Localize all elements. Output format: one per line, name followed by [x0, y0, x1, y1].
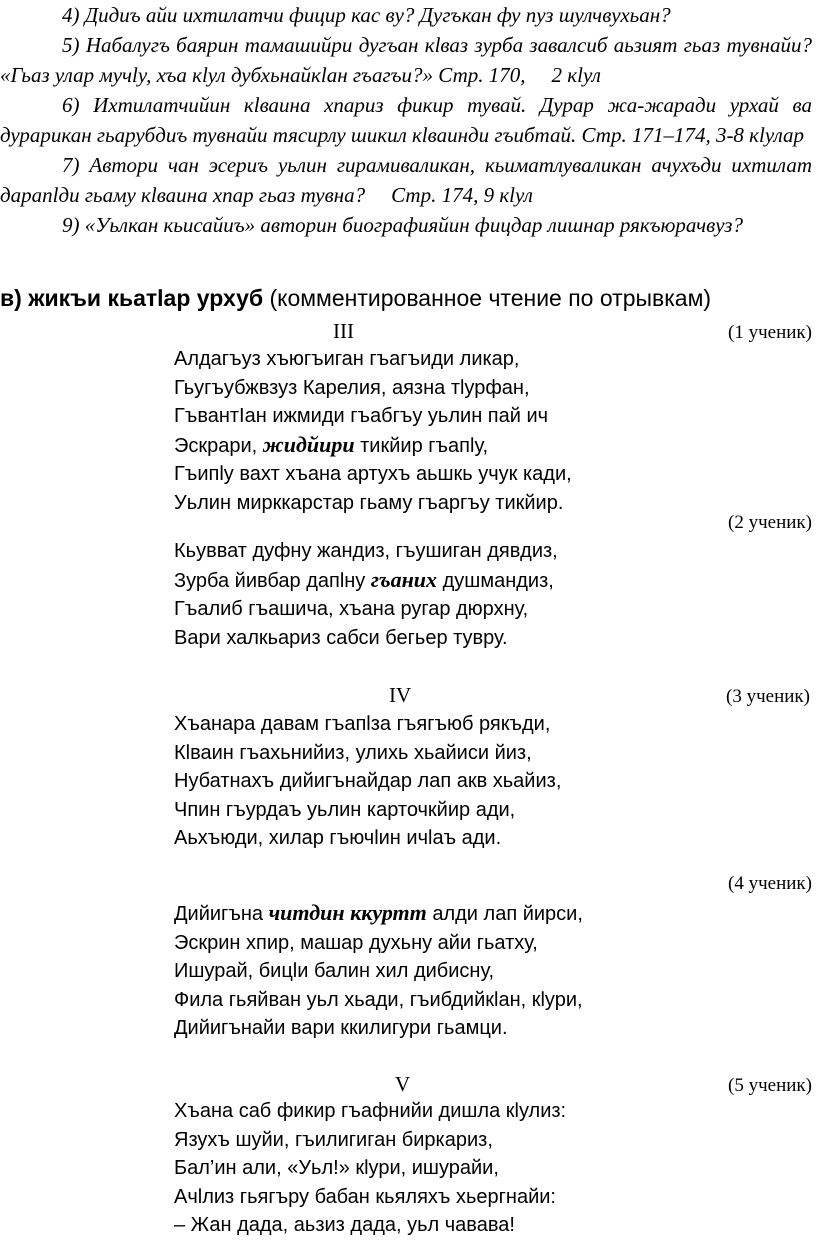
stanza-line: Дийигъна читдин ккуртт алди лап йирси,: [174, 900, 583, 925]
stanza-line: Зурба йивбар дапӏну гъаних душмандиз,: [174, 566, 554, 592]
stanza-line: Эскрари, жидйири тикйир гъапӏу,: [174, 431, 489, 457]
question-9: 9) «Уьлкан кьисайиъ» авторин биографияйин фицдар лишнар рякъюрачвуз?: [62, 213, 743, 237]
stanza-line: Аьхъюди, хилар гъючӏин ичӏаъ ади.: [174, 827, 502, 850]
part-number-5: V: [395, 1072, 411, 1096]
student-label-1: (1 ученик): [728, 322, 812, 343]
stanza-line: Эскрин хпир, машар духьну айи гьатху,: [174, 931, 538, 954]
student-label-3: (3 ученик): [726, 686, 810, 707]
emphasized-word: гъаних: [370, 566, 438, 592]
stanza-line: Кьувват дуфну жандиз, гъушиган дявдиз,: [174, 540, 558, 562]
stanza-line: Чпин гъурдаъ уьлин карточкйир ади,: [174, 798, 516, 821]
stanza-2: [174, 537, 794, 652]
part-number-3: III: [333, 319, 354, 343]
stanza-line: Хъанара давам гъапӏза гъягъюб рякъди,: [174, 713, 551, 735]
stanza-line: Алдагъуз хъюгъиган гъагъиди ликар,: [174, 348, 520, 370]
emphasized-word: читдин ккуртт: [268, 900, 427, 925]
section-heading: [0, 283, 816, 313]
stanza-line: Нубатнахъ дийигънайдар лап акв хьайиз,: [174, 770, 562, 793]
question-4: 4) Дидиъ айи ихтилатчи фицир кас ву? Дугъкан фу пуз шулчвухьан?: [62, 3, 671, 27]
stanza-1: [174, 345, 794, 518]
section-heading-bold: в) жикъи кьатӏар урхуб: [0, 285, 264, 311]
stanza-line: Хъана саб фикир гъафнийи дишла кӏулиз:: [174, 1100, 567, 1122]
stanza-line: Ачӏлиз гьягъру бабан кьяляхъ хьергнайи:: [174, 1185, 556, 1208]
stanza-line: Уьлин мирккарстар гьаму гъаргъу тикйир.: [174, 491, 564, 514]
stanza-4: [174, 899, 794, 1043]
emphasized-word: жидйири: [262, 431, 355, 457]
stanza-line: Кӏваин гъахьнийиз, улихь хьайиси йиз,: [174, 741, 532, 764]
stanza-5: [174, 1097, 794, 1240]
stanza-line: Фила гьяйван уьл хьади, гъибдийкӏан, кӏури,: [174, 988, 583, 1011]
stanza-line: – Жан дада, аьзиз дада, уьл чавава!: [174, 1214, 515, 1237]
stanza-line: Гъипӏу вахт хъана артухъ аьшкь учук кади,: [174, 463, 572, 486]
stanza-line: Гьугъубжвзуз Карелия, аязна тӏурфан,: [174, 376, 530, 399]
questions-block: [0, 0, 812, 240]
section-heading-normal: (комментированное чтение по отрывкам): [263, 285, 712, 311]
stanza-line: ГъвантӀан ижмиди гъабгъу уьлин пай ич: [174, 405, 549, 428]
stanza-line: Гъалиб гъашича, хъана ругар дюрхну,: [174, 598, 529, 621]
stanza-line: Ишурай, бицӏи балин хил дибисну,: [174, 960, 495, 983]
question-6: 6) Ихтилатчийин кӏваина хпариз фикир тувай. Дурар жа-жаради урхай ва дурарикан гьарубдиъ тувнайи тясирлу шикил кӏваинди гъибтай. Стр. 171–174, 3-8 кӏулар: [0, 93, 812, 147]
question-7: 7) Автори чан эсериъ уьлин гирамиваликан, кьиматлуваликан ачухъди ихтилат дарапӏди гьаму кӏваина хпар гьаз тувна? Стр. 174, 9 кӏул: [0, 153, 812, 207]
student-label-2: (2 ученик): [728, 512, 812, 533]
stanza-line: Язухъ шуйи, гъилигиган биркариз,: [174, 1128, 493, 1151]
student-label-5: (5 ученик): [728, 1075, 812, 1096]
stanza-line: Дийигънайи вари ккилигури гьамци.: [174, 1017, 508, 1040]
stanza-line: Бал’ин али, «Уьл!» кӏури, ишурайи,: [174, 1157, 499, 1180]
part-number-4: IV: [389, 683, 412, 707]
question-5: 5) Набалугъ баярин тамашийри дугъан кӏваз зурба завалсиб аьзият гьаз тувнайи? «Гьаз улар мучӏу, хъа кӏул дубхьнайкӏан гъагъи?» Стр. 170, 2 кӏул: [0, 33, 812, 87]
student-label-4: (4 ученик): [728, 873, 812, 894]
stanza-line: Вари халкьариз сабси бегьер тувру.: [174, 626, 508, 649]
stanza-3: [174, 710, 794, 853]
